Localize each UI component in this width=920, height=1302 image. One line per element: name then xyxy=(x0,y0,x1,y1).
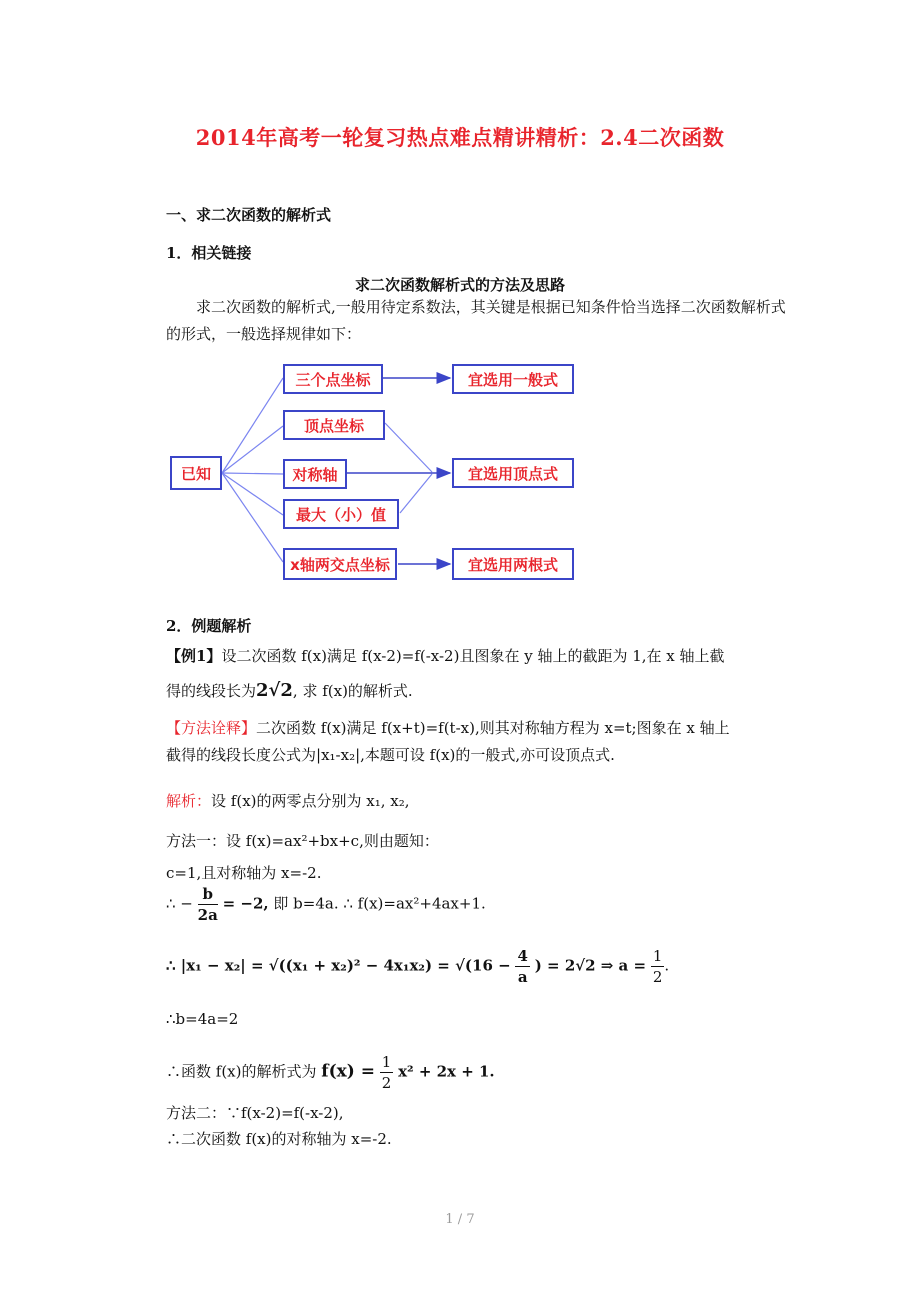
example-line-2 xyxy=(166,680,413,701)
abs-expression: |x₁-x₂| xyxy=(316,746,361,764)
box-known: 已知 xyxy=(170,456,222,490)
l4-equals: = −2, xyxy=(222,894,269,913)
example-tag: 【例1】 xyxy=(166,647,222,665)
l7-rest: x² + 2x + 1. xyxy=(398,1062,495,1081)
box-max-min-value: 最大（小）值 xyxy=(283,499,399,529)
solution-text-1: 设 f(x)的两零点分别为 x₁, x₂, xyxy=(211,792,410,810)
box-three-points: 三个点坐标 xyxy=(283,364,383,394)
example-text-2b: , 求 f(x)的解析式. xyxy=(292,682,413,700)
intro-paragraph: 求二次函数的解析式,一般用待定系数法，其关键是根据已知条件恰当选择二次函数解析式的形式，一般选择规律如下： xyxy=(166,298,786,343)
solution-line-8: 方法二：∵f(x-2)=f(-x-2), xyxy=(166,1104,344,1122)
solution-label: 解析： xyxy=(166,792,212,810)
l7-fx: f(x) = xyxy=(321,1061,375,1082)
page-title: 2014年高考一轮复习热点难点精讲精析：2.4二次函数 xyxy=(195,125,725,150)
example-value: 2√2 xyxy=(256,680,293,701)
solution-line-3: c=1,且对称轴为 x=-2. xyxy=(166,864,322,882)
method-line-2 xyxy=(166,744,615,765)
fraction-denominator: 2 xyxy=(652,968,663,986)
box-vertex-coords: 顶点坐标 xyxy=(283,410,385,440)
fraction-denominator: 2a xyxy=(197,906,218,924)
l7-prefix: ∴函数 f(x)的解析式为 xyxy=(166,1062,317,1081)
box-x-intercepts: x轴两交点坐标 xyxy=(283,548,397,580)
solution-line-1 xyxy=(166,790,410,811)
method-text-2a: 截得的线段长度公式为 xyxy=(166,746,317,764)
fraction-b-2a xyxy=(198,884,218,925)
solution-line-2: 方法一：设 f(x)=ax²+bx+c,则由题知： xyxy=(166,832,439,850)
solution-line-6: ∴b=4a=2 xyxy=(166,1010,239,1028)
solution-line-4 xyxy=(166,884,486,925)
box-axis-of-symmetry: 对称轴 xyxy=(283,459,347,489)
solution-line-9: ∴二次函数 f(x)的对称轴为 x=-2. xyxy=(166,1130,392,1148)
l5-prefix: ∴ |x₁ − x₂| = √((x₁ + x₂)² − 4x₁x₂) = √(16 − xyxy=(166,956,511,975)
box-root-form: 宜选用两根式 xyxy=(452,548,574,580)
subsection-heading-examples: 2．例题解析 xyxy=(166,617,252,635)
example-text-2a: 得的线段长为 xyxy=(166,682,257,700)
method-tag: 【方法诠释】 xyxy=(166,719,257,737)
section-heading: 一、求二次函数的解析式 xyxy=(166,206,332,224)
l5-end: . xyxy=(664,956,670,975)
example-text-1: 设二次函数 f(x)满足 f(x-2)=f(-x-2)且图象在 y 轴上的截距为 1,在 x 轴上截 xyxy=(221,647,725,665)
fraction-denominator: 2 xyxy=(381,1074,392,1092)
fraction-1-2 xyxy=(651,946,665,987)
fraction-numerator: 1 xyxy=(652,947,663,965)
method-text-2b: ,本题可设 f(x)的一般式,亦可设顶点式. xyxy=(360,746,615,764)
subsection-heading: 1．相关链接 xyxy=(166,244,252,262)
method-text-1: 二次函数 f(x)满足 f(x+t)=f(t-x),则其对称轴方程为 x=t;图象在 x 轴上 xyxy=(256,719,730,737)
fraction-denominator: a xyxy=(517,968,528,986)
method-line-1 xyxy=(166,717,730,738)
content-subtitle: 求二次函数解析式的方法及思路 xyxy=(354,276,565,294)
box-vertex-form: 宜选用顶点式 xyxy=(452,458,574,488)
page-number: 1 / 7 xyxy=(445,1212,475,1227)
fraction-numerator: 1 xyxy=(381,1053,392,1071)
box-general-form: 宜选用一般式 xyxy=(452,364,574,394)
l5-middle: ) = 2√2 ⇒ a = xyxy=(534,956,647,975)
fraction-4-a xyxy=(515,946,529,987)
solution-line-5 xyxy=(166,946,669,987)
fraction-1-2-b xyxy=(380,1052,394,1093)
fraction-numerator: 4 xyxy=(517,947,528,965)
l4-prefix: ∴ − xyxy=(166,894,193,913)
fraction-numerator: b xyxy=(198,884,218,905)
example-line-1 xyxy=(166,645,725,666)
solution-line-7 xyxy=(166,1052,495,1093)
l4-text: 即 b=4a. ∴ f(x)=ax²+4ax+1. xyxy=(268,894,486,913)
